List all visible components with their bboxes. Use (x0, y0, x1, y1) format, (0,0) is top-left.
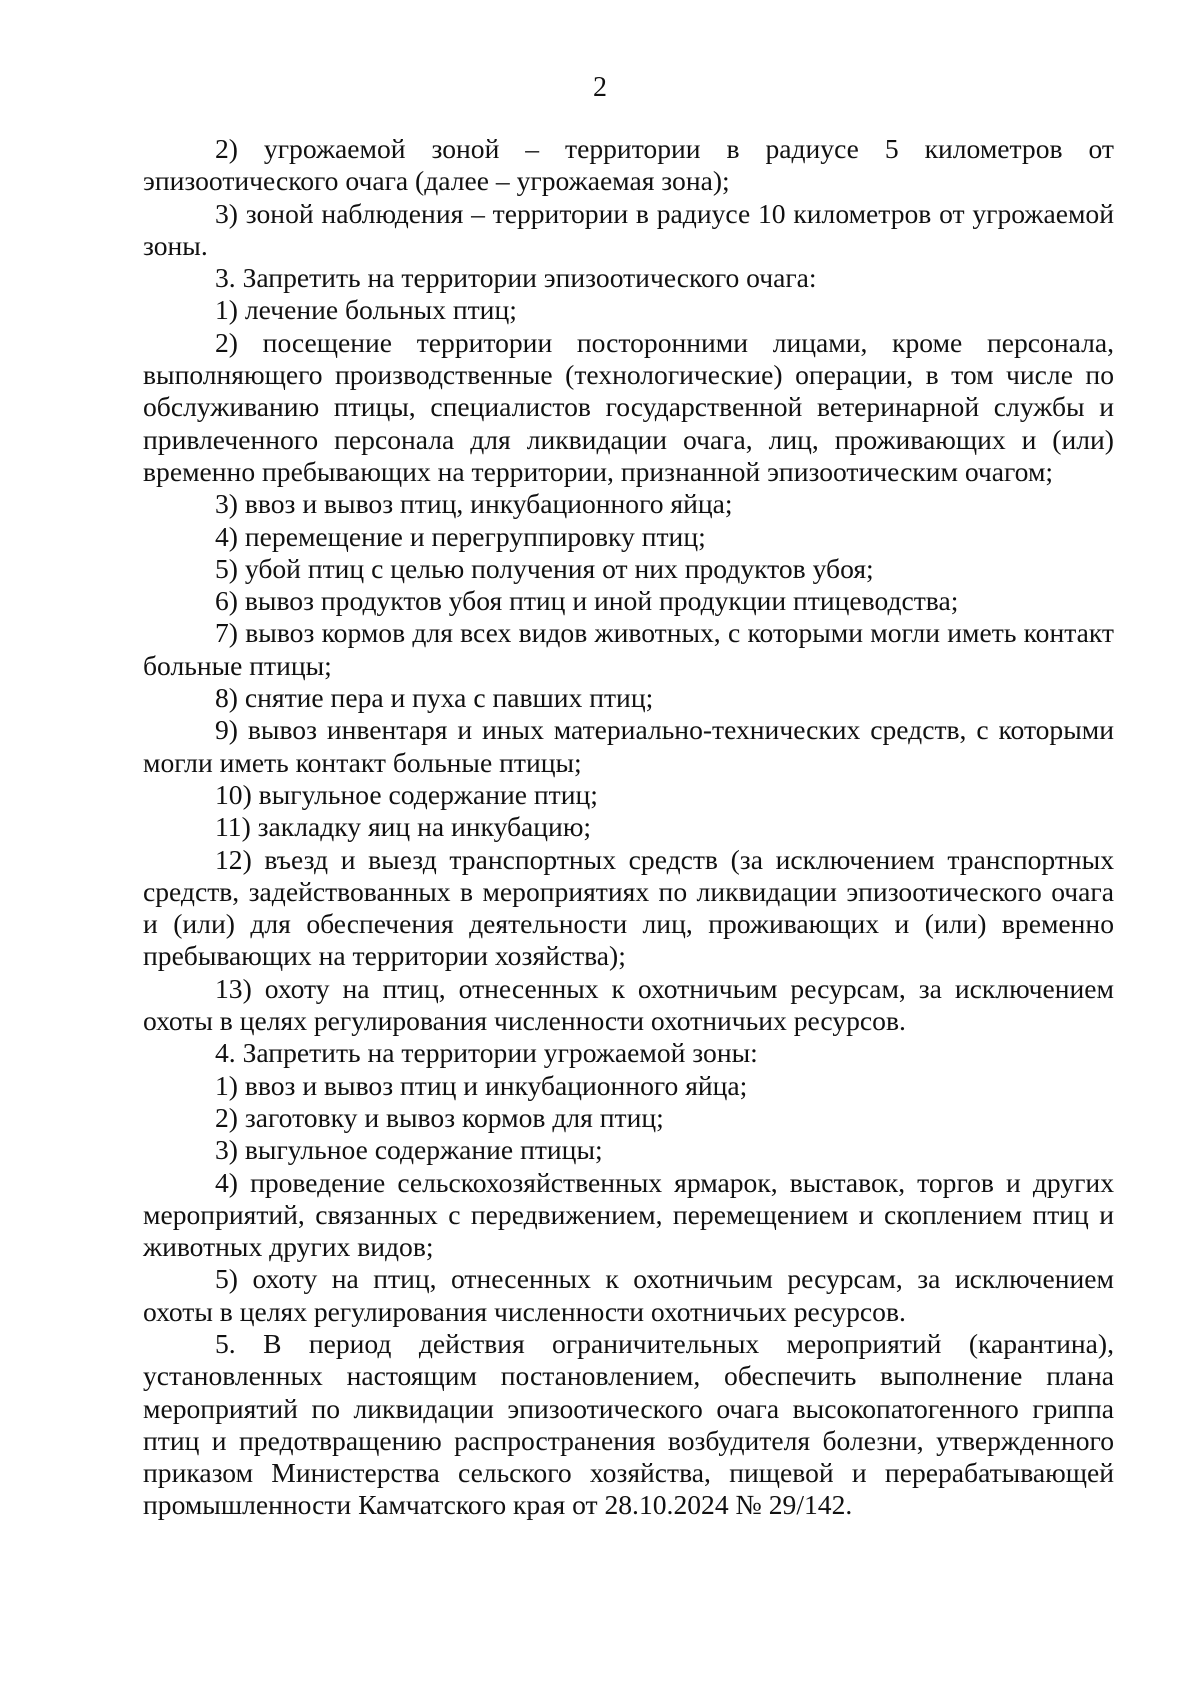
paragraph-threatened-zone: 2) угрожаемой зоной – территории в радиусе 5 километров от эпизоотического очага (далее – угрожаемая зона); (143, 133, 1114, 197)
paragraph-4-2: 2) заготовку и вывоз кормов для птиц; (215, 1101, 664, 1133)
paragraph-4-1: 1) ввоз и вывоз птиц и инкубационного яйца; (215, 1069, 748, 1101)
paragraph-section-4-heading: 4. Запретить на территории угрожаемой зоны: (215, 1037, 758, 1069)
paragraph-3-8: 8) снятие пера и пуха с павших птиц; (215, 682, 654, 714)
paragraph-4-5: 5) охоту на птиц, отнесенных к охотничьим ресурсам, за исключением охоты в целях регулирования численности охотничьих ресурсов. (143, 1263, 1114, 1327)
paragraph-section-3-heading: 3. Запретить на территории эпизоотического очага: (215, 262, 817, 294)
paragraph-3-4: 4) перемещение и перегруппировку птиц; (215, 520, 706, 552)
paragraph-3-10: 10) выгульное содержание птиц; (215, 778, 598, 810)
paragraph-observation-zone: 3) зоной наблюдения – территории в радиусе 10 километров от угрожаемой зоны. (143, 197, 1114, 261)
page-number: 2 (593, 72, 607, 103)
paragraph-3-1: 1) лечение больных птиц; (215, 294, 517, 326)
paragraph-3-5: 5) убой птиц с целью получения от них продуктов убоя; (215, 552, 874, 584)
paragraph-3-9: 9) вывоз инвентаря и иных материально-технических средств, с которыми могли иметь контакт больные птицы; (143, 714, 1114, 778)
paragraph-3-13: 13) охоту на птиц, отнесенных к охотничьим ресурсам, за исключением охоты в целях регулирования численности охотничьих ресурсов. (143, 972, 1114, 1037)
paragraph-4-3: 3) выгульное содержание птицы; (215, 1134, 603, 1166)
document-body (143, 133, 1114, 1522)
paragraph-3-12: 12) въезд и выезд транспортных средств (за исключением транспортных средств, задействованных в мероприятиях по ликвидации эпизоотического очага и (или) для обеспечения деятельности лиц, проживающих и (или) временно пребывающих на территории хозяйства); (143, 843, 1114, 972)
paragraph-3-3: 3) ввоз и вывоз птиц, инкубационного яйца; (215, 488, 733, 520)
paragraph-section-5: 5. В период действия ограничительных мероприятий (карантина), установленных настоящим постановлением, обеспечить выполнение плана мероприятий по ликвидации эпизоотического очага высокопатогенного гриппа птиц и предотвращению распространения возбудителя болезни, утвержденного приказом Министерства сельского хозяйства, пищевой и перерабатывающей промышленности Камчатского края от 28.10.2024 № 29/142. (143, 1327, 1114, 1521)
paragraph-3-2: 2) посещение территории посторонними лицами, кроме персонала, выполняющего производственные (технологические) операции, в том числе по обслуживанию птицы, специалистов государственной ветеринарной службы и привлеченного персонала для ликвидации очага, лиц, проживающих и (или) временно пребывающих на территории, признанной эпизоотическим очагом; (143, 326, 1114, 487)
paragraph-3-6: 6) вывоз продуктов убоя птиц и иной продукции птицеводства; (215, 585, 959, 617)
paragraph-3-7: 7) вывоз кормов для всех видов животных, с которыми могли иметь контакт больные птицы; (143, 617, 1114, 681)
paragraph-4-4: 4) проведение сельскохозяйственных ярмарок, выставок, торгов и других мероприятий, связанных с передвижением, перемещением и скоплением птиц и животных других видов; (143, 1166, 1114, 1263)
paragraph-3-11: 11) закладку яиц на инкубацию; (215, 811, 592, 843)
